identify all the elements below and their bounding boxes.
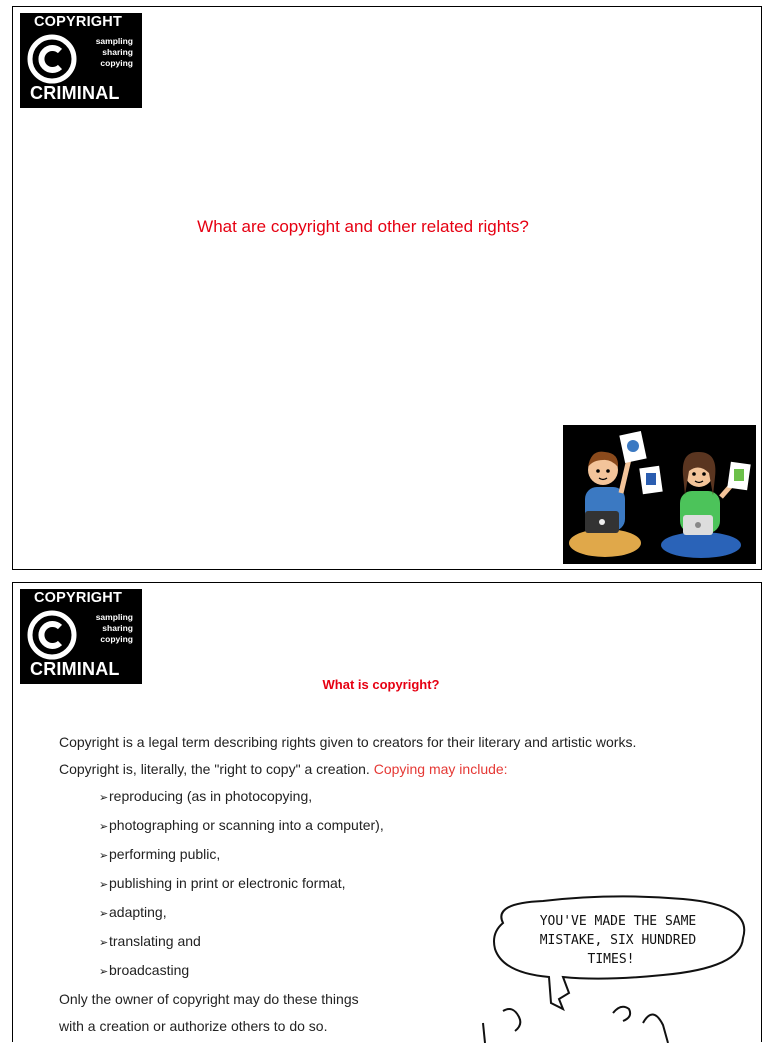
list-item: ➢translating and xyxy=(59,928,739,957)
paragraph-authorize: with a creation or authorize others to do so. xyxy=(59,1018,328,1034)
list-item: ➢adapting, xyxy=(59,899,739,928)
paragraph-definition: Copyright is a legal term describing rights given to creators for their literary and artistic works. xyxy=(59,734,637,750)
arrow-bullet-icon: ➢ xyxy=(99,879,109,891)
speech-bubble-cartoon xyxy=(463,893,763,1043)
speech-bubble-line-2: MISTAKE, SIX HUNDRED xyxy=(539,933,697,948)
paragraph-owner: Only the owner of copyright may do these things xyxy=(59,991,359,1007)
slide-1 xyxy=(12,6,762,570)
arrow-bullet-icon: ➢ xyxy=(99,908,109,920)
logo-words: sampling sharing copying xyxy=(95,612,133,644)
slide-2-title: What is copyright? xyxy=(322,677,440,692)
slide-2 xyxy=(12,582,762,1042)
logo-top-text: COPYRIGHT xyxy=(34,590,122,606)
logo-words: sampling sharing copying xyxy=(95,36,133,68)
speech-bubble-line-3: TIMES! xyxy=(587,952,635,967)
slide-1-title: What are copyright and other related rights? xyxy=(197,217,529,236)
logo-bottom-text: CRIMINAL xyxy=(30,83,120,103)
copyright-symbol-icon xyxy=(26,609,78,661)
logo-bottom-text: CRIMINAL xyxy=(30,659,120,679)
list-item: ➢publishing in print or electronic format, xyxy=(59,870,739,899)
copyright-criminal-logo xyxy=(20,589,142,684)
logo-top-text: COPYRIGHT xyxy=(34,14,122,30)
copying-may-include-text: Copying may include: xyxy=(373,761,508,777)
arrow-bullet-icon: ➢ xyxy=(99,792,109,804)
copyright-symbol-icon xyxy=(26,33,78,85)
arrow-bullet-icon: ➢ xyxy=(99,937,109,949)
list-item: ➢broadcasting xyxy=(59,957,739,986)
arrow-bullet-icon: ➢ xyxy=(99,821,109,833)
copyright-criminal-logo xyxy=(20,13,142,108)
list-item: ➢performing public, xyxy=(59,841,739,870)
speech-bubble-line-1: YOU'VE MADE THE SAME xyxy=(539,914,697,929)
arrow-bullet-icon: ➢ xyxy=(99,966,109,978)
list-item: ➢reproducing (as in photocopying, xyxy=(59,783,739,812)
list-item: ➢photographing or scanning into a computer), xyxy=(59,812,739,841)
arrow-bullet-icon: ➢ xyxy=(99,850,109,862)
kids-with-laptops-illustration xyxy=(563,425,756,564)
paragraph-right-to-copy: Copyright is, literally, the "right to copy" a creation. Copying may include: xyxy=(59,761,508,777)
